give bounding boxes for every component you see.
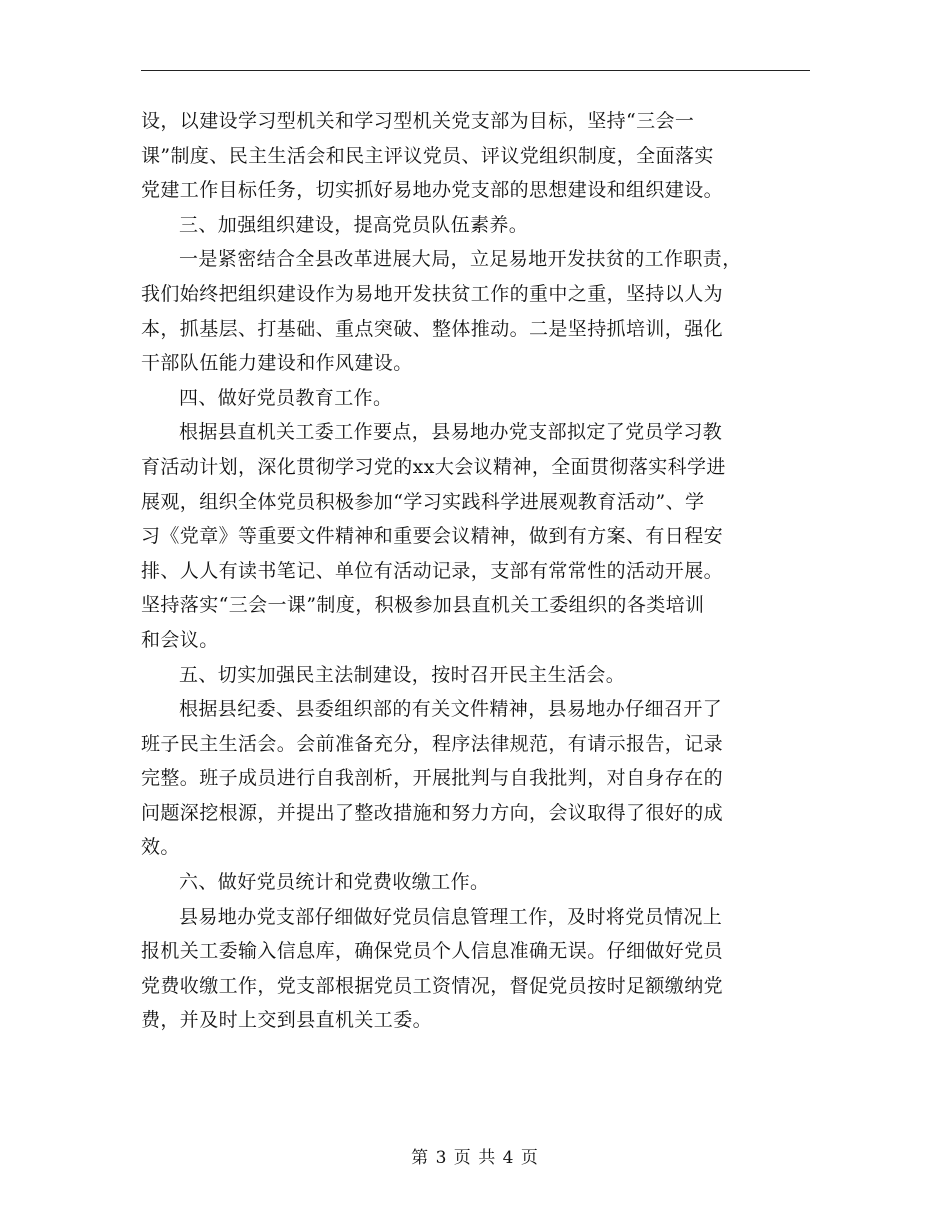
text-line: 费，并及时上交到县直机关工委。 <box>141 1009 433 1032</box>
text-line: 根据县直机关工委工作要点，县易地办党支部拟定了党员学习教 <box>179 421 723 444</box>
text-line: 课”制度、民主生活会和民主评议党员、评议党组织制度，全面落实 <box>141 144 714 167</box>
text-line: 党建工作目标任务，切实抓好易地办党支部的思想建设和组织建设。 <box>141 179 724 202</box>
text-line: 问题深挖根源，并提出了整改措施和努力方向，会议取得了很好的成 <box>141 801 724 824</box>
text-line: 习《党章》等重要文件精神和重要会议精神，做到有方案、有日程安 <box>141 525 724 548</box>
text-line: 排、人人有读书笔记、单位有活动记录，支部有常常性的活动开展。 <box>141 559 724 582</box>
text-line: 一是紧密结合全县改革进展大局，立足易地开发扶贫的工作职责， <box>179 248 742 271</box>
text-line: 干部队伍能力建设和作风建设。 <box>141 352 413 375</box>
text-line: 育活动计划，深化贯彻学习党的xx大会议精神，全面贯彻落实科学进 <box>141 455 726 478</box>
section-heading-3: 三、加强组织建设，提高党员队伍素养。 <box>179 213 529 236</box>
section-heading-4: 四、做好党员教育工作。 <box>179 386 393 409</box>
text-line: 坚持落实“三会一课”制度，积极参加县直机关工委组织的各类培训 <box>141 594 705 617</box>
section-heading-6: 六、做好党员统计和党费收缴工作。 <box>179 871 490 894</box>
section-heading-5: 五、切实加强民主法制建设，按时召开民主生活会。 <box>179 663 626 686</box>
text-line: 和会议。 <box>141 628 219 651</box>
text-line: 报机关工委输入信息库，确保党员个人信息准确无误。仔细做好党员 <box>141 940 724 963</box>
text-line: 展观，组织全体党员积极参加“学习实践科学进展观教育活动”、学 <box>141 490 705 513</box>
text-line: 本，抓基层、打基础、重点突破、整体推动。二是坚持抓培训，强化 <box>141 317 724 340</box>
document-body <box>141 104 811 1038</box>
text-line: 根据县纪委、县委组织部的有关文件精神，县易地办仔细召开了 <box>179 698 723 721</box>
text-line: 党费收缴工作，党支部根据党员工资情况，督促党员按时足额缴纳党 <box>141 974 724 997</box>
text-line: 效。 <box>141 836 180 859</box>
page-number: 第 3 页 共 4 页 <box>411 1148 539 1168</box>
text-line: 县易地办党支部仔细做好党员信息管理工作，及时将党员情况上 <box>179 905 723 928</box>
text-line: 设，以建设学习型机关和学习型机关党支部为目标，坚持“三会一 <box>141 110 695 132</box>
text-line: 我们始终把组织建设作为易地开发扶贫工作的重中之重，坚持以人为 <box>141 282 724 305</box>
header-rule <box>141 70 810 71</box>
text-line: 班子民主生活会。会前准备充分，程序法律规范，有请示报告，记录 <box>141 732 724 755</box>
text-line: 完整。班子成员进行自我剖析，开展批判与自我批判，对自身存在的 <box>141 767 724 790</box>
